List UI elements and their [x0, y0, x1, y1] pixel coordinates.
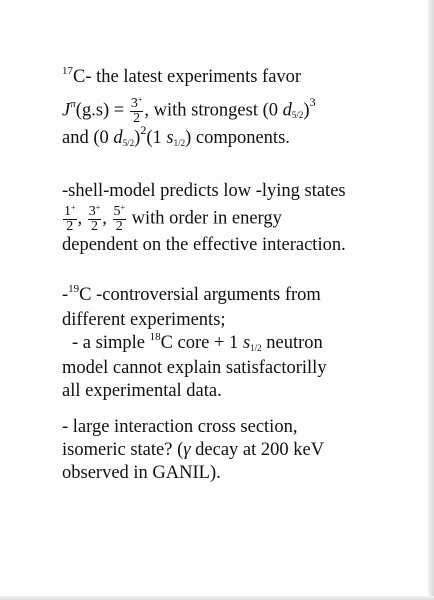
c19-line-4: model cannot explain satisfactorilly: [62, 358, 327, 378]
comma-1: ,: [77, 208, 83, 229]
c17-heading-text: C- the latest experiments favor: [73, 67, 302, 87]
components-text: ) components.: [185, 128, 290, 148]
page-bottom-shadow: [0, 596, 434, 600]
shell-model-line-2: [62, 205, 412, 233]
orbital-d-2: d: [113, 128, 123, 148]
ground-state-label: (g.s) =: [75, 100, 125, 121]
c17-line-1: [62, 66, 412, 91]
decay-text: decay at 200 keV: [195, 440, 325, 460]
parity-superscript: π: [70, 98, 76, 111]
frac1-den: 2: [66, 219, 74, 234]
paren-open-1: (1: [146, 128, 162, 148]
dash: -: [62, 285, 69, 305]
c17-line-3: [62, 123, 412, 152]
fraction-3-2: [130, 97, 144, 125]
isomeric-line-1: - large interaction cross section,: [62, 417, 298, 437]
orbital-d-subscript-2: 5/2: [122, 138, 135, 148]
fraction-numerator: 3: [130, 96, 138, 111]
c19-heading-text: C -controversial arguments from: [79, 285, 321, 305]
and-text: and (0: [62, 128, 109, 148]
simple-text: - a simple: [72, 333, 145, 353]
orbital-d-subscript: 5/2: [291, 110, 304, 121]
paragraph-c19: [62, 284, 412, 403]
frac3-sup: +: [120, 203, 126, 212]
orbital-s-c19: s: [242, 333, 251, 353]
shell-model-line-3: dependent on the effective interaction.: [62, 235, 346, 255]
power-3: 3: [309, 95, 316, 110]
isotope-mass-17: 17: [62, 65, 73, 77]
orbital-s-subscript-c19: 1/2: [250, 343, 262, 353]
fraction-denominator: 2: [133, 111, 141, 126]
page-edge-shadow: [428, 0, 434, 600]
fraction-3-2-b: [88, 205, 102, 233]
paragraph-c17: [62, 66, 412, 152]
isotope-mass-18: 18: [149, 331, 161, 343]
power-2: 2: [140, 123, 147, 137]
comma-2: ,: [102, 208, 107, 229]
isomeric-text: isomeric state? (: [62, 440, 184, 460]
isotope-mass-19: 19: [68, 283, 80, 295]
orbital-d: d: [282, 100, 292, 121]
isomeric-line-2: [62, 439, 412, 462]
paren-close-2: ): [134, 128, 141, 148]
frac3-num: 5: [113, 204, 121, 219]
orbital-s: s: [166, 128, 174, 148]
frac2-den: 2: [91, 219, 99, 234]
c19-line-5: all experimental data.: [62, 381, 222, 401]
fraction-1-2: [63, 205, 77, 233]
c19-line-1: [62, 284, 412, 309]
neutron-text: neutron: [266, 333, 323, 353]
order-in-energy-text: with order in energy: [131, 208, 282, 229]
spin-parity-symbol: J: [62, 100, 71, 121]
orbital-s-subscript: 1/2: [173, 138, 186, 148]
paren-close: ): [303, 100, 310, 121]
paragraph-shell-model: [62, 180, 412, 257]
fraction-5-2: [113, 205, 127, 233]
c19-line-3: [62, 332, 412, 357]
strongest-text: , with strongest (0: [144, 100, 278, 121]
frac2-sup: +: [95, 203, 101, 212]
core-text: C core + 1: [160, 333, 239, 353]
c19-line-2: different experiments;: [62, 310, 226, 330]
gamma-symbol: γ: [183, 440, 191, 460]
frac3-den: 2: [115, 219, 123, 234]
c17-line-2: [62, 97, 412, 125]
paragraph-isomeric: [62, 416, 412, 485]
shell-model-line-1: -shell-model predicts low -lying states: [62, 181, 346, 201]
frac2-num: 3: [88, 204, 96, 219]
fraction-numerator-sup: +: [137, 95, 143, 104]
frac1-sup: +: [71, 203, 76, 212]
frac1-num: 1: [64, 204, 71, 219]
isomeric-line-3: observed in GANIL).: [62, 463, 221, 483]
